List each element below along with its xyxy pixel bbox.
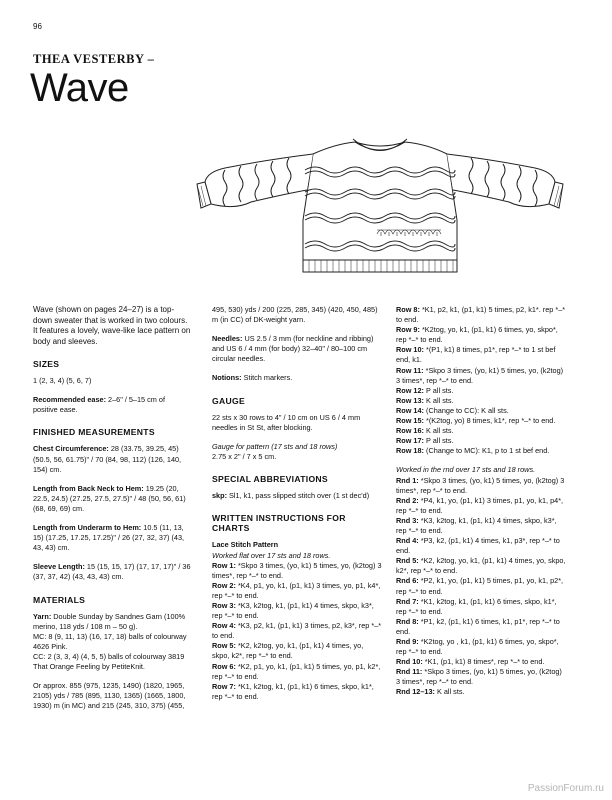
back-length-label: Length from Back Neck to Hem:	[33, 483, 144, 493]
pattern-row-label: Row 3:	[212, 600, 236, 610]
pattern-row-label: Row 13:	[396, 395, 424, 405]
yarn-label: Yarn:	[33, 611, 52, 621]
pattern-round-label: Rnd 10:	[396, 657, 423, 667]
pattern-round-label: Rnd 2:	[396, 495, 419, 505]
pattern-row-text: (Change to CC): K all sts.	[423, 405, 509, 415]
gauge-pattern-size: 2.75 x 2" / 7 x 5 cm.	[212, 451, 277, 461]
pattern-row	[212, 641, 382, 661]
pattern-row-text: *K2, p1, yo, k1, (p1, k1) 5 times, yo, p1, k2*, rep *–* to end.	[212, 661, 381, 681]
sizes-value: 1 (2, 3, 4) (5, 6, 7)	[33, 376, 92, 386]
pattern-row	[396, 416, 566, 426]
pattern-row	[396, 426, 566, 436]
pattern-round-label: Rnd 3:	[396, 515, 419, 525]
notions-label: Notions:	[212, 373, 242, 383]
needles-text	[212, 334, 382, 364]
pattern-row-label: Row 2:	[212, 580, 236, 590]
pattern-round-label: Rnd 1:	[396, 475, 419, 485]
abbreviations-heading: SPECIAL ABBREVIATIONS	[212, 474, 328, 485]
pattern-row-text: *K3, p2, k1, (p1, k1) 3 times, p2, k3*, rep *–* to end.	[212, 621, 382, 641]
pattern-round-label: Rnd 6:	[396, 576, 419, 586]
pattern-round-text: *K2, k2tog, yo, k1, (p1, k1) 4 times, yo, skpo, k2*, rep *–* to end.	[396, 556, 566, 576]
underarm-value: 10.5 (11, 13, 15) (17.25, 17.25, 17.25)" / 26 (27, 32, 37) (43, 43, 43) cm.	[33, 523, 185, 553]
pattern-round-text: *P4, k1, yo, (p1, k1) 3 times, p1, yo, k1, p4*, rep *–* to end.	[396, 495, 564, 515]
designer-name: THEA VESTERBY –	[33, 52, 155, 66]
chest-text	[33, 444, 191, 474]
pattern-round-text: *P2, k1, yo, (p1, k1) 5 times, p1, yo, k1, p2*, rep *–* to end.	[396, 576, 564, 596]
chest-value: 28 (33.75, 39.25, 45) (50.5, 56, 61.75)" / 70 (84, 98, 112) (126, 140, 154) cm.	[33, 444, 182, 474]
lace-pattern-heading: Lace Stitch Pattern	[212, 540, 279, 550]
pattern-row-label: Row 10:	[396, 345, 424, 355]
back-length-text	[33, 484, 191, 514]
lace-rounds	[396, 476, 566, 698]
pattern-round-text: *K1, k2tog, k1, (p1, k1) 6 times, skpo, k1*, rep *–* to end.	[396, 596, 557, 616]
pattern-row	[396, 396, 566, 406]
pattern-round-label: Rnd 7:	[396, 596, 419, 606]
approx-cont-text: 495, 530) yds / 200 (225, 285, 345) (420, 450, 485) m (in CC) of DK-weight yarn.	[212, 305, 378, 325]
pattern-round	[396, 597, 566, 617]
pattern-round-text: *K3, k2tog, k1, (p1, k1) 4 times, skpo, k3*, rep *–* to end.	[396, 515, 557, 535]
skp-text	[212, 491, 382, 501]
pattern-round	[396, 536, 566, 556]
pattern-row-text: K all sts.	[423, 395, 454, 405]
ease-text	[33, 395, 191, 415]
yarn-text	[33, 612, 191, 632]
pattern-row-text: K all sts.	[423, 426, 454, 436]
needles-label: Needles:	[212, 334, 243, 344]
chest-label: Chest Circumference:	[33, 444, 109, 454]
lace-pattern-note: Worked flat over 17 sts and 18 rows.	[212, 550, 331, 560]
pattern-row-label: Row 4:	[212, 621, 236, 631]
finished-heading: FINISHED MEASUREMENTS	[33, 427, 155, 438]
pattern-round	[396, 667, 566, 687]
sleeve-label: Sleeve Length:	[33, 562, 85, 572]
pattern-round-text: *Skpo 3 times, (yo, k1) 5 times, yo, (k2tog) 3 times*, rep *–* to end.	[396, 475, 565, 495]
pattern-row-text: P all sts.	[423, 385, 454, 395]
pattern-row-text: *(P1, k1) 8 times, p1*, rep *–* to 1 st bef end, k1.	[396, 345, 556, 365]
back-length-value: 19.25 (20, 22.5, 24.5) (27.25, 27.5, 27.5)" / 48 (50, 56, 61) (68, 69, 69) cm.	[33, 483, 186, 513]
pattern-round	[396, 617, 566, 637]
pattern-row	[396, 366, 566, 386]
column-1	[33, 305, 191, 711]
ease-value: 2–6" / 5–15 cm of positive ease.	[33, 395, 165, 415]
column-3	[396, 305, 566, 698]
pattern-row-label: Row 14:	[396, 405, 424, 415]
page-title: Wave	[30, 66, 129, 110]
lace-rows-flat	[212, 561, 382, 702]
pattern-row-label: Row 16:	[396, 426, 424, 436]
pattern-row-text: *K1, k2tog, k1, (p1, k1) 6 times, skpo, k1*, rep *–* to end.	[212, 681, 374, 701]
yarn-value: Double Sunday by Sandnes Garn (100% merino, 118 yds / 108 m – 50 g).	[33, 611, 186, 631]
pattern-round	[396, 476, 566, 496]
pattern-round-text: *P3, k2, (p1, k1) 4 times, k1, p3*, rep *–* to end.	[396, 536, 560, 556]
pattern-round-text: K all sts.	[434, 687, 465, 697]
pattern-row-text: P all sts.	[423, 436, 454, 446]
sweater-illustration	[195, 120, 565, 290]
written-instructions-heading: WRITTEN INSTRUCTIONS FOR CHARTS	[212, 513, 346, 534]
pattern-row-label: Row 1:	[212, 560, 236, 570]
notions-value: Stitch markers.	[241, 373, 293, 383]
pattern-row	[396, 305, 566, 325]
sleeve-text	[33, 562, 191, 582]
pattern-round-text: *P1, k2, (p1, k1) 6 times, k1, p1*, rep *–* to end.	[396, 616, 560, 636]
pattern-row	[396, 386, 566, 396]
mc-text: MC: 8 (9, 11, 13) (16, 17, 18) balls of colourway 4626 Pink.	[33, 631, 187, 651]
pattern-row-text: *K1, p2, k1, (p1, k1) 5 times, p2, k1*. rep *–* to end.	[396, 305, 566, 325]
pattern-row	[396, 345, 566, 365]
pattern-round-label: Rnd 12–13:	[396, 687, 435, 697]
skp-value: Sl1, k1, pass slipped stitch over (1 st dec'd)	[227, 491, 370, 501]
pattern-row	[212, 682, 382, 702]
pattern-round	[396, 576, 566, 596]
skp-label: skp:	[212, 491, 228, 501]
pattern-round	[396, 516, 566, 536]
pattern-round	[396, 556, 566, 576]
watermark: PassionForum.ru	[527, 783, 604, 794]
pattern-row-text: *K4, p1, yo, k1, (p1, k1) 3 times, yo, p1, k4*, rep *–* to end.	[212, 580, 381, 600]
pattern-round-text: *K1, (p1, k1) 8 times*, rep *–* to end.	[422, 657, 545, 667]
pattern-row-label: Row 7:	[212, 681, 236, 691]
pattern-row-text: *K3, k2tog, k1, (p1, k1) 4 times, skpo, k3*, rep *–* to end.	[212, 600, 374, 621]
pattern-row-text: *Skpo 3 times, (yo, k1) 5 times, yo, (k2tog) 3 times*, rep *–* to end.	[396, 365, 564, 385]
sizes-heading: SIZES	[33, 359, 60, 369]
pattern-row	[212, 621, 382, 641]
pattern-row	[212, 581, 382, 601]
pattern-row-label: Row 18:	[396, 446, 424, 456]
pattern-row-label: Row 9:	[396, 325, 420, 335]
pattern-row-label: Row 8:	[396, 305, 420, 314]
sleeve-value: 15 (15, 15, 17) (17, 17, 17)" / 36 (37, 37, 42) (43, 43, 43) cm.	[33, 562, 191, 582]
pattern-row	[396, 325, 566, 345]
cc-text: CC: 2 (3, 3, 4) (4, 5, 5) balls of colourway 3819 That Orange Feeling by PetiteKnit.	[33, 651, 185, 672]
pattern-row	[396, 406, 566, 416]
pattern-row-label: Row 5:	[212, 641, 236, 651]
pattern-row-text: *Skpo 3 times, (yo, k1) 5 times, yo, (k2tog) 3 times*, rep *–* to end.	[212, 560, 382, 580]
pattern-row-label: Row 11:	[396, 365, 424, 375]
pattern-row-label: Row 12:	[396, 385, 424, 395]
pattern-row	[396, 436, 566, 446]
pattern-round-label: Rnd 11:	[396, 667, 423, 677]
pattern-row-text: *K2tog, yo, k1, (p1, k1) 6 times, yo, skpo*, rep *–* to end.	[396, 325, 558, 345]
pattern-round	[396, 687, 566, 697]
pattern-row	[212, 662, 382, 682]
pattern-round-label: Rnd 4:	[396, 536, 419, 546]
column-2	[212, 305, 382, 702]
pattern-round-text: *K2tog, yo , k1, (p1, k1) 6 times, yo, skpo*, rep *–* to end.	[396, 637, 559, 657]
approx-text: Or approx. 855 (975, 1235, 1490) (1820, 1965, 2105) yds / 785 (895, 1130, 1365) (1665, 1800, 1930) m (in MC) and 215 (245, 310, 375) (455,	[33, 681, 186, 711]
pattern-row	[396, 446, 566, 456]
intro-text: Wave (shown on pages 24–27) is a top-down sweater that is worked in two colours. It features a lovely, wave-like lace pattern on body and sleeves.	[33, 305, 191, 346]
pattern-round	[396, 657, 566, 667]
pattern-row-text: *(K2tog, yo) 8 times, k1*, rep *–* to end.	[423, 416, 556, 426]
underarm-text	[33, 523, 191, 553]
rnd-note: Worked in the rnd over 17 sts and 18 rows.	[396, 465, 536, 475]
underarm-label: Length from Underarm to Hem:	[33, 523, 142, 533]
pattern-row	[212, 601, 382, 621]
pattern-round-label: Rnd 5:	[396, 556, 419, 566]
gauge-pattern-text: Gauge for pattern (17 sts and 18 rows)	[212, 441, 338, 451]
pattern-row	[212, 561, 382, 581]
needles-value: US 2.5 / 3 mm (for neckline and ribbing) and US 6 / 4 mm (for body) 32–40" / 80–100 cm circular needles.	[212, 334, 374, 364]
pattern-round	[396, 637, 566, 657]
materials-heading: MATERIALS	[33, 594, 86, 605]
gauge-heading: GAUGE	[212, 395, 246, 406]
ease-label: Recommended ease:	[33, 395, 106, 405]
pattern-round	[396, 496, 566, 516]
pattern-row-text: (Change to MC): K1, p to 1 st bef end.	[423, 446, 550, 456]
gauge-text: 22 sts x 30 rows to 4" / 10 cm on US 6 / 4 mm needles in St St, after blocking.	[212, 412, 361, 432]
pattern-row-label: Row 6:	[212, 661, 236, 671]
page-number: 96	[33, 22, 42, 31]
pattern-round-label: Rnd 8:	[396, 616, 419, 626]
pattern-round-label: Rnd 9:	[396, 637, 419, 646]
pattern-row-label: Row 17:	[396, 436, 424, 446]
pattern-round-text: *Skpo 3 times, (yo, k1) 5 times, yo, (k2tog) 3 times*, rep *–* to end.	[396, 667, 562, 687]
pattern-row-label: Row 15:	[396, 416, 424, 426]
notions-text	[212, 373, 382, 383]
lace-rows-flat-cont	[396, 305, 566, 456]
pattern-row-text: *K2, k2tog, yo, k1, (p1, k1) 4 times, yo, skpo, k2*, rep *–* to end.	[212, 641, 364, 661]
